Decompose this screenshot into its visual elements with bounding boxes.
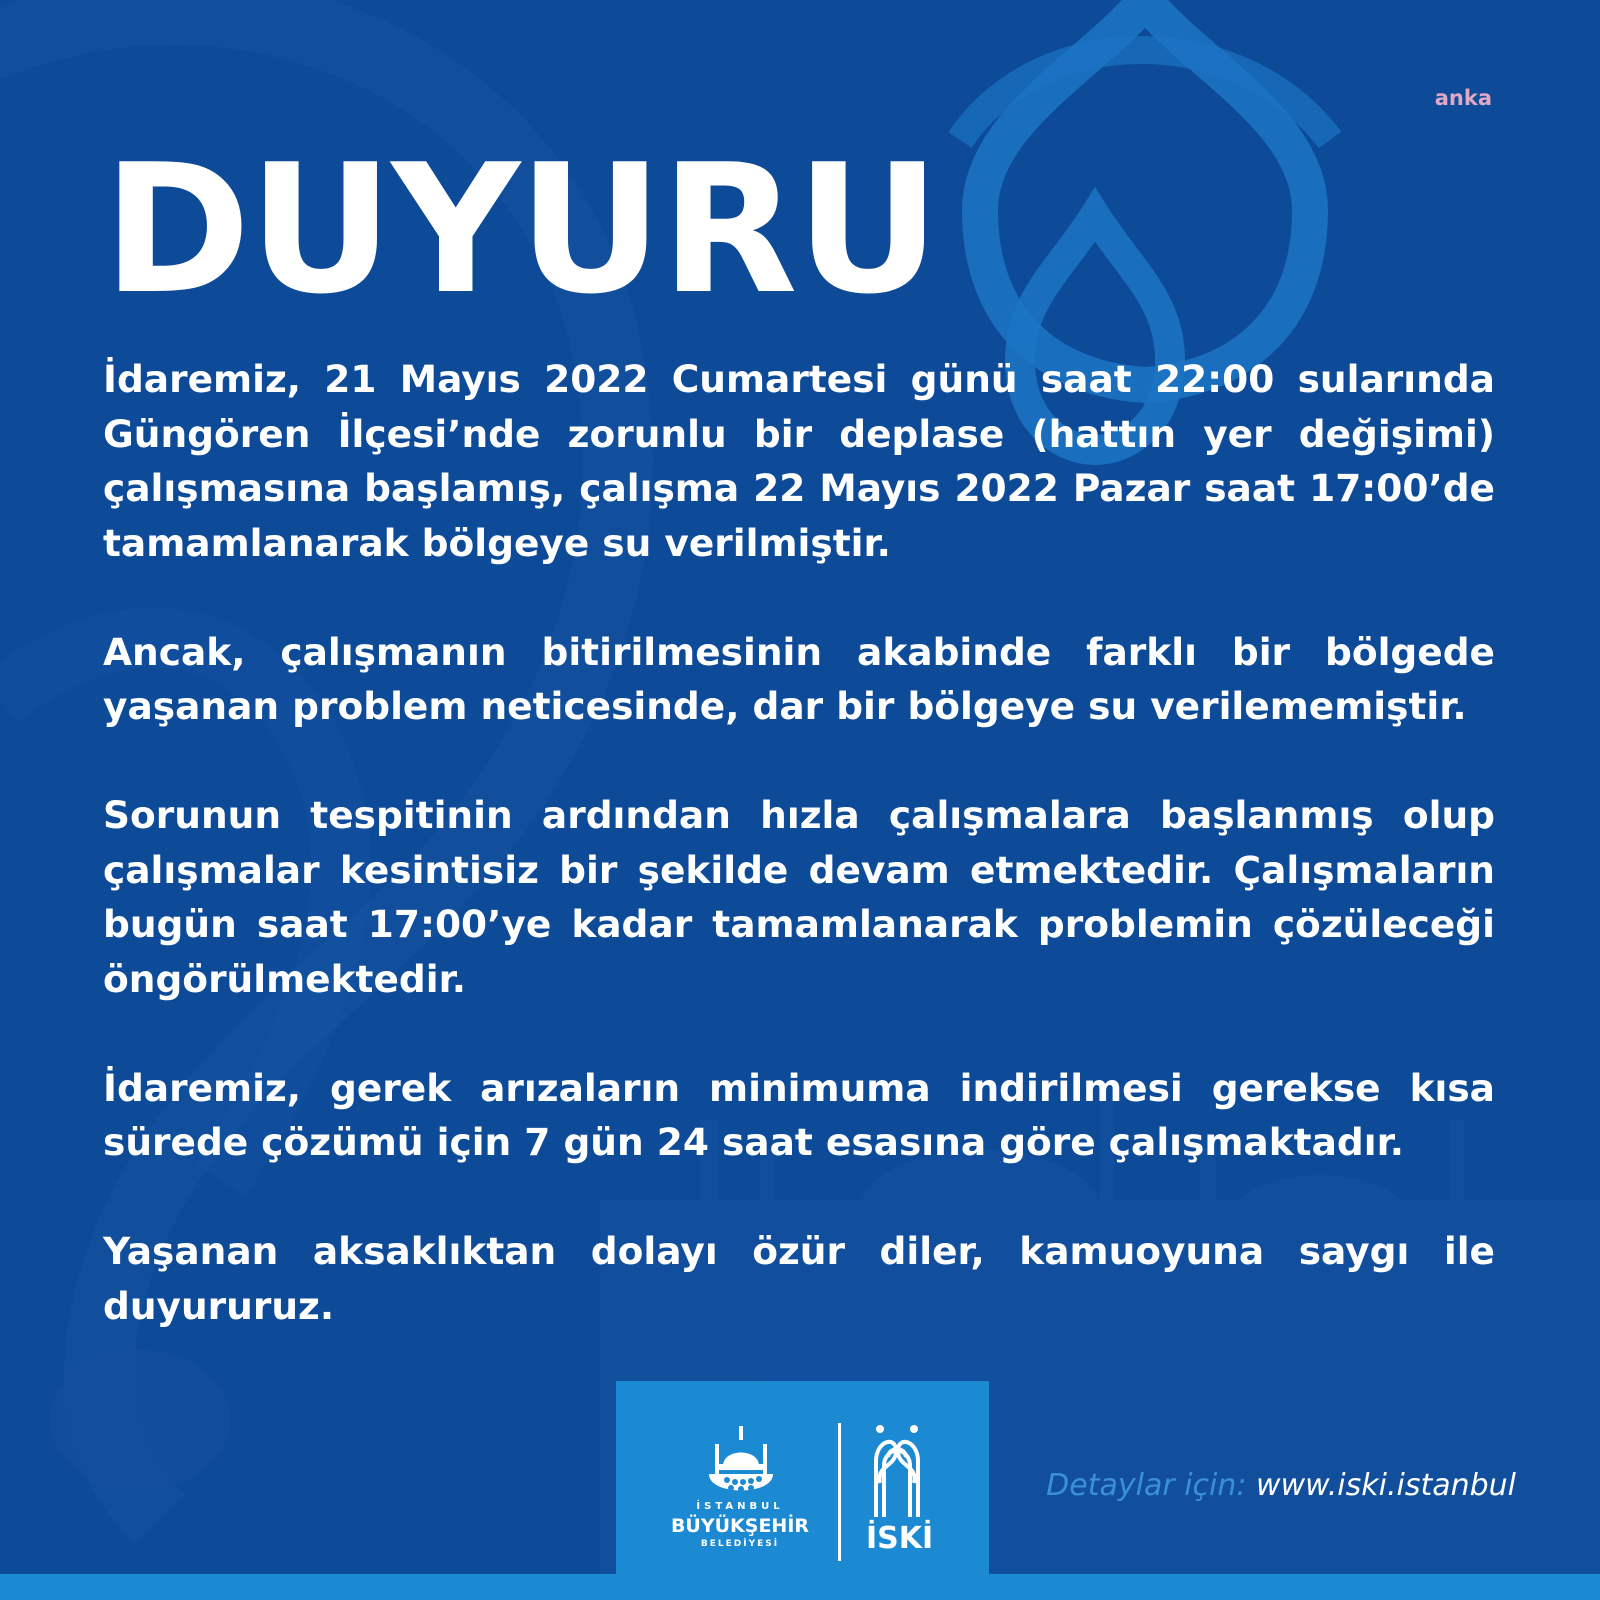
page-title: DUYURU (103, 126, 939, 333)
details-label: Detaylar için: (1046, 1468, 1247, 1503)
logo-panel (616, 1381, 989, 1600)
ibb-label-istanbul: İSTANBUL (696, 1501, 784, 1512)
details-url[interactable]: www.iski.istanbul (1256, 1468, 1516, 1503)
ibb-mosque-emblem-icon (701, 1426, 781, 1498)
paragraph: Yaşanan aksaklıktan dolayı özür diler, kamuoyuna saygı ile duyururuz. (103, 1229, 1495, 1328)
ibb-label-belediyesi: BELEDİYESİ (700, 1539, 780, 1549)
details-link[interactable] (1046, 1468, 1516, 1503)
watermark: anka (1434, 86, 1492, 110)
footer-bar (0, 1574, 1600, 1600)
paragraph: İdaremiz, gerek arızaların minimuma indirilmesi gerekse kısa sürede çözümü için 7 gün 24 saat esasına göre çalışmaktadır. (103, 1065, 1495, 1164)
paragraph: Sorunun tespitinin ardından hızla çalışmalara başlanmış olup çalışmalar kesintisiz bir şekilde devam etmektedir. Çalışmaların bugün saat 17:00’ye kadar tamamlanarak problemin çözüleceği öngörülmektedir. (103, 793, 1495, 1001)
paragraph: İdaremiz, 21 Mayıs 2022 Cumartesi günü saat 22:00 sularında Güngören İlçesi’nde zorunlu bir deplase (hattın yer değişimi) çalışmasına başlamış, çalışma 22 Mayıs 2022 Pazar saat 17:00’de tamamlanarak bölgeye su verilmiştir. (103, 357, 1495, 565)
paragraph: Ancak, çalışmanın bitirilmesinin akabinde farklı bir bölgede yaşanan problem neticesinde, dar bir bölgeye su verilememiştir. (103, 629, 1495, 728)
announcement-body (103, 352, 1495, 1388)
ibb-label-buyuksehir: BÜYÜKŞEHİR (670, 1515, 810, 1537)
iski-label: İSKİ (866, 1521, 934, 1556)
iski-emblem-icon (866, 1421, 928, 1521)
logo-divider (838, 1423, 841, 1561)
